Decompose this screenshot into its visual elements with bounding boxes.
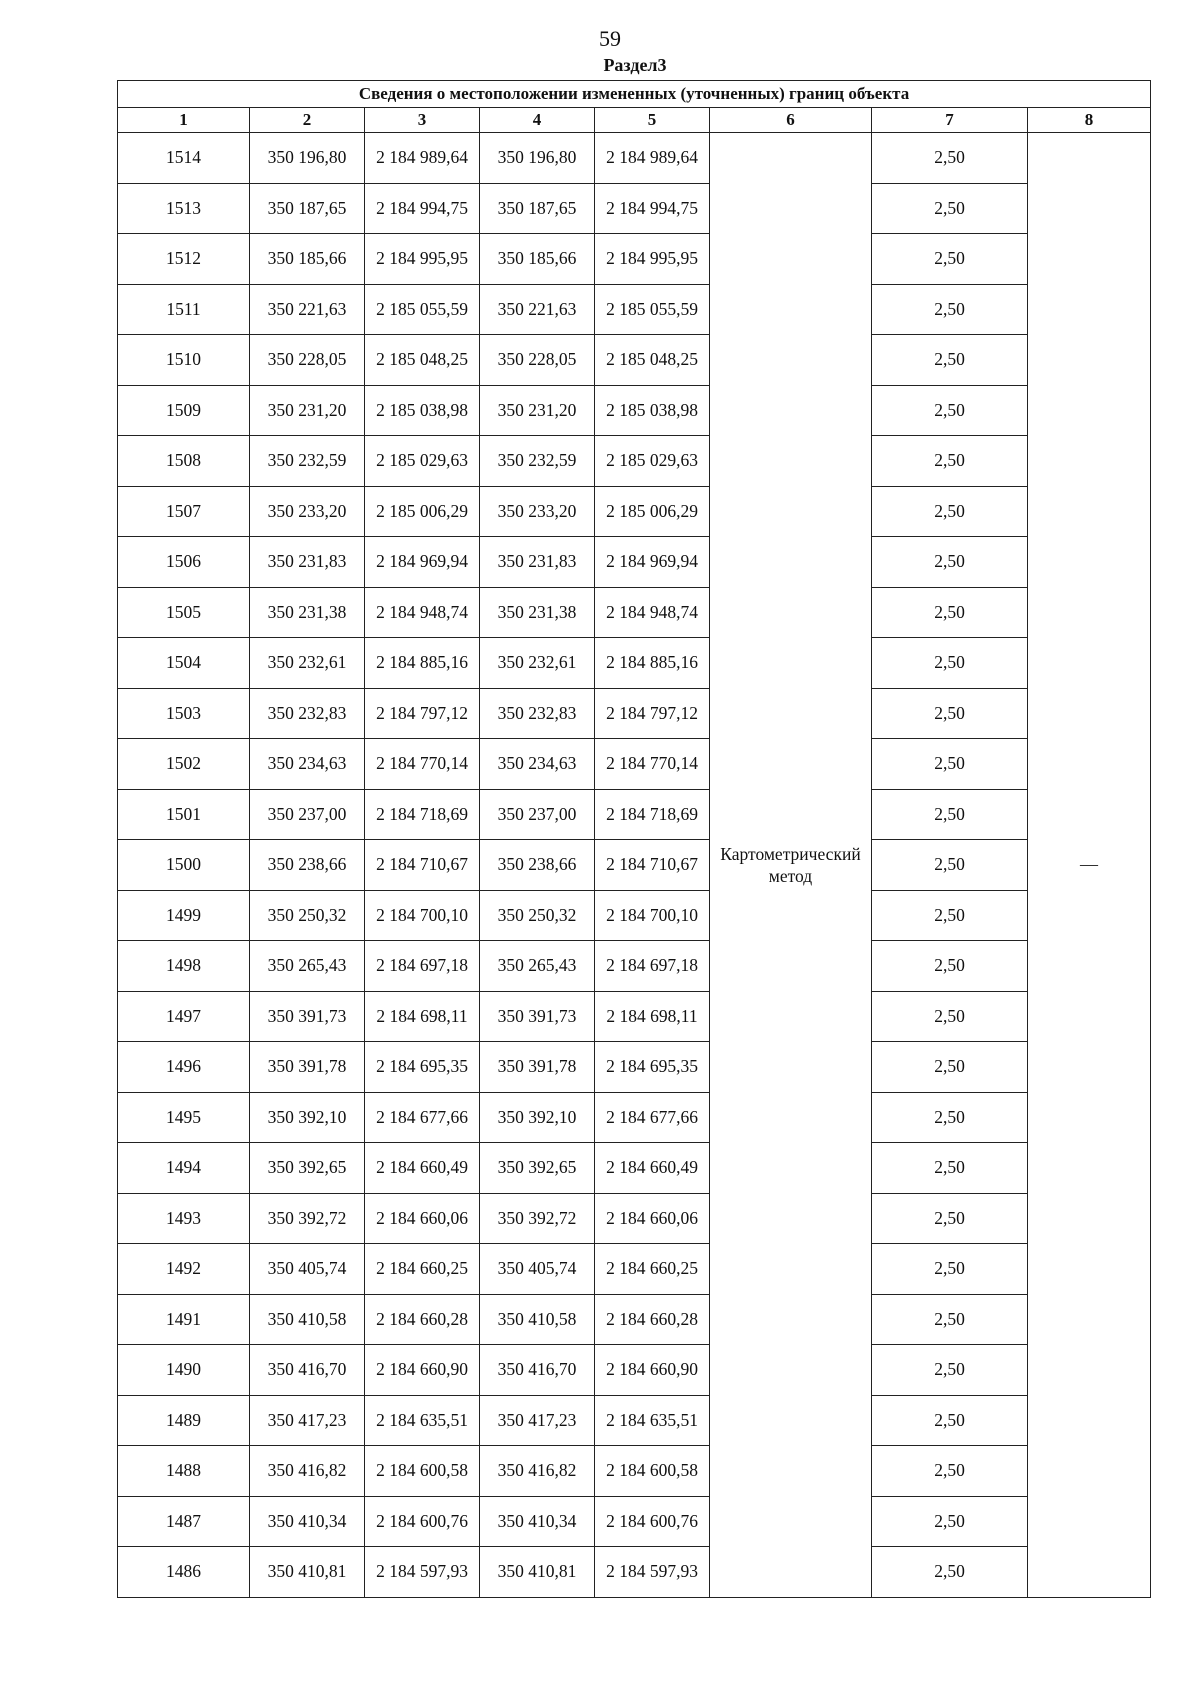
table-row: [118, 183, 1151, 234]
precision-cell: 2,50: [872, 1193, 1028, 1244]
existing-x-cell: 350 233,20: [250, 486, 365, 537]
precision-cell: 2,50: [872, 1244, 1028, 1295]
refined-x-cell: 350 234,63: [480, 739, 595, 790]
table-row: [118, 1345, 1151, 1396]
point-number-cell: 1507: [118, 486, 250, 537]
point-number-cell: 1508: [118, 436, 250, 487]
refined-y-cell: 2 185 048,25: [595, 335, 710, 386]
column-header-3: 3: [365, 108, 480, 133]
refined-x-cell: 350 416,82: [480, 1446, 595, 1497]
precision-cell: 2,50: [872, 1446, 1028, 1497]
existing-y-cell: 2 185 006,29: [365, 486, 480, 537]
existing-x-cell: 350 392,65: [250, 1143, 365, 1194]
existing-x-cell: 350 185,66: [250, 234, 365, 285]
point-number-cell: 1509: [118, 385, 250, 436]
refined-x-cell: 350 391,78: [480, 1042, 595, 1093]
table-row: [118, 234, 1151, 285]
column-header-5: 5: [595, 108, 710, 133]
precision-cell: 2,50: [872, 284, 1028, 335]
point-number-cell: 1512: [118, 234, 250, 285]
refined-y-cell: 2 184 770,14: [595, 739, 710, 790]
table-row: [118, 1244, 1151, 1295]
table-row: [118, 1547, 1151, 1598]
table-row: [118, 436, 1151, 487]
precision-cell: 2,50: [872, 739, 1028, 790]
existing-x-cell: 350 232,59: [250, 436, 365, 487]
existing-x-cell: 350 416,70: [250, 1345, 365, 1396]
existing-x-cell: 350 232,61: [250, 638, 365, 689]
existing-y-cell: 2 184 994,75: [365, 183, 480, 234]
column-header-row: [118, 108, 1151, 133]
table-row: [118, 739, 1151, 790]
refined-x-cell: 350 232,59: [480, 436, 595, 487]
table-row: [118, 1143, 1151, 1194]
table-row: [118, 385, 1151, 436]
point-number-cell: 1490: [118, 1345, 250, 1396]
column-header-7: 7: [872, 108, 1028, 133]
point-number-cell: 1491: [118, 1294, 250, 1345]
existing-x-cell: 350 238,66: [250, 840, 365, 891]
existing-y-cell: 2 185 038,98: [365, 385, 480, 436]
existing-y-cell: 2 184 995,95: [365, 234, 480, 285]
existing-x-cell: 350 410,81: [250, 1547, 365, 1598]
existing-y-cell: 2 184 695,35: [365, 1042, 480, 1093]
refined-y-cell: 2 184 660,06: [595, 1193, 710, 1244]
point-number-cell: 1492: [118, 1244, 250, 1295]
table-row: [118, 1092, 1151, 1143]
precision-cell: 2,50: [872, 486, 1028, 537]
existing-y-cell: 2 185 029,63: [365, 436, 480, 487]
table-row: [118, 486, 1151, 537]
point-number-cell: 1504: [118, 638, 250, 689]
precision-cell: 2,50: [872, 789, 1028, 840]
refined-x-cell: 350 391,73: [480, 991, 595, 1042]
point-number-cell: 1501: [118, 789, 250, 840]
existing-y-cell: 2 185 055,59: [365, 284, 480, 335]
refined-x-cell: 350 237,00: [480, 789, 595, 840]
existing-x-cell: 350 416,82: [250, 1446, 365, 1497]
table-row: [118, 1042, 1151, 1093]
section-title: Раздел3: [603, 55, 667, 75]
refined-x-cell: 350 231,38: [480, 587, 595, 638]
existing-x-cell: 350 392,10: [250, 1092, 365, 1143]
precision-cell: 2,50: [872, 436, 1028, 487]
refined-y-cell: 2 184 969,94: [595, 537, 710, 588]
precision-cell: 2,50: [872, 1496, 1028, 1547]
table-row: [118, 1395, 1151, 1446]
point-number-cell: 1494: [118, 1143, 250, 1194]
refined-y-cell: 2 184 797,12: [595, 688, 710, 739]
existing-y-cell: 2 184 635,51: [365, 1395, 480, 1446]
point-number-cell: 1488: [118, 1446, 250, 1497]
refined-x-cell: 350 392,65: [480, 1143, 595, 1194]
table-row: [118, 941, 1151, 992]
point-number-cell: 1497: [118, 991, 250, 1042]
point-number-cell: 1510: [118, 335, 250, 386]
existing-x-cell: 350 391,73: [250, 991, 365, 1042]
refined-y-cell: 2 184 948,74: [595, 587, 710, 638]
existing-x-cell: 350 417,23: [250, 1395, 365, 1446]
table-row: [118, 537, 1151, 588]
refined-y-cell: 2 184 994,75: [595, 183, 710, 234]
refined-y-cell: 2 184 718,69: [595, 789, 710, 840]
existing-y-cell: 2 184 797,12: [365, 688, 480, 739]
refined-y-cell: 2 185 029,63: [595, 436, 710, 487]
refined-y-cell: 2 184 677,66: [595, 1092, 710, 1143]
precision-cell: 2,50: [872, 1547, 1028, 1598]
existing-y-cell: 2 184 697,18: [365, 941, 480, 992]
refined-y-cell: 2 184 710,67: [595, 840, 710, 891]
existing-x-cell: 350 392,72: [250, 1193, 365, 1244]
precision-cell: 2,50: [872, 890, 1028, 941]
refined-x-cell: 350 265,43: [480, 941, 595, 992]
existing-x-cell: 350 265,43: [250, 941, 365, 992]
refined-x-cell: 350 231,20: [480, 385, 595, 436]
existing-y-cell: 2 184 885,16: [365, 638, 480, 689]
existing-y-cell: 2 185 048,25: [365, 335, 480, 386]
precision-cell: 2,50: [872, 183, 1028, 234]
refined-y-cell: 2 184 660,49: [595, 1143, 710, 1194]
refined-y-cell: 2 185 006,29: [595, 486, 710, 537]
precision-cell: 2,50: [872, 991, 1028, 1042]
page-number: 59: [599, 26, 621, 51]
point-number-cell: 1514: [118, 133, 250, 184]
refined-y-cell: 2 184 635,51: [595, 1395, 710, 1446]
refined-y-cell: 2 184 989,64: [595, 133, 710, 184]
refined-x-cell: 350 405,74: [480, 1244, 595, 1295]
existing-y-cell: 2 184 660,28: [365, 1294, 480, 1345]
refined-y-cell: 2 185 038,98: [595, 385, 710, 436]
precision-cell: 2,50: [872, 133, 1028, 184]
existing-y-cell: 2 184 948,74: [365, 587, 480, 638]
precision-cell: 2,50: [872, 1395, 1028, 1446]
existing-x-cell: 350 231,38: [250, 587, 365, 638]
refined-y-cell: 2 184 695,35: [595, 1042, 710, 1093]
table-row: [118, 284, 1151, 335]
refined-y-cell: 2 184 600,58: [595, 1446, 710, 1497]
refined-x-cell: 350 196,80: [480, 133, 595, 184]
point-number-cell: 1500: [118, 840, 250, 891]
refined-x-cell: 350 417,23: [480, 1395, 595, 1446]
refined-x-cell: 350 410,81: [480, 1547, 595, 1598]
column-8-cell: —: [1028, 133, 1151, 1598]
table-row: [118, 840, 1151, 891]
table-row: [118, 133, 1151, 184]
table-row: [118, 638, 1151, 689]
refined-y-cell: 2 184 660,28: [595, 1294, 710, 1345]
precision-cell: 2,50: [872, 234, 1028, 285]
existing-x-cell: 350 196,80: [250, 133, 365, 184]
column-header-1: 1: [118, 108, 250, 133]
refined-y-cell: 2 184 660,25: [595, 1244, 710, 1295]
boundary-coordinates-table: [117, 80, 1151, 1598]
refined-x-cell: 350 232,83: [480, 688, 595, 739]
refined-x-cell: 350 232,61: [480, 638, 595, 689]
existing-y-cell: 2 184 660,90: [365, 1345, 480, 1396]
refined-x-cell: 350 392,10: [480, 1092, 595, 1143]
refined-x-cell: 350 250,32: [480, 890, 595, 941]
precision-cell: 2,50: [872, 335, 1028, 386]
column-header-6: 6: [710, 108, 872, 133]
existing-x-cell: 350 237,00: [250, 789, 365, 840]
point-number-cell: 1505: [118, 587, 250, 638]
refined-y-cell: 2 184 597,93: [595, 1547, 710, 1598]
refined-y-cell: 2 184 600,76: [595, 1496, 710, 1547]
existing-y-cell: 2 184 710,67: [365, 840, 480, 891]
existing-y-cell: 2 184 770,14: [365, 739, 480, 790]
refined-x-cell: 350 392,72: [480, 1193, 595, 1244]
refined-x-cell: 350 410,34: [480, 1496, 595, 1547]
precision-cell: 2,50: [872, 840, 1028, 891]
existing-x-cell: 350 232,83: [250, 688, 365, 739]
point-number-cell: 1495: [118, 1092, 250, 1143]
point-number-cell: 1511: [118, 284, 250, 335]
refined-y-cell: 2 184 697,18: [595, 941, 710, 992]
existing-y-cell: 2 184 718,69: [365, 789, 480, 840]
refined-x-cell: 350 231,83: [480, 537, 595, 588]
existing-x-cell: 350 410,58: [250, 1294, 365, 1345]
existing-y-cell: 2 184 969,94: [365, 537, 480, 588]
point-number-cell: 1502: [118, 739, 250, 790]
point-number-cell: 1499: [118, 890, 250, 941]
precision-cell: 2,50: [872, 1345, 1028, 1396]
existing-x-cell: 350 228,05: [250, 335, 365, 386]
precision-cell: 2,50: [872, 941, 1028, 992]
point-number-cell: 1493: [118, 1193, 250, 1244]
refined-x-cell: 350 185,66: [480, 234, 595, 285]
point-number-cell: 1496: [118, 1042, 250, 1093]
refined-y-cell: 2 184 700,10: [595, 890, 710, 941]
table-row: [118, 789, 1151, 840]
existing-y-cell: 2 184 660,25: [365, 1244, 480, 1295]
table-row: [118, 688, 1151, 739]
method-cell: Картометрический метод: [710, 133, 872, 1598]
table-row: [118, 991, 1151, 1042]
refined-x-cell: 350 187,65: [480, 183, 595, 234]
existing-x-cell: 350 234,63: [250, 739, 365, 790]
existing-x-cell: 350 221,63: [250, 284, 365, 335]
refined-y-cell: 2 185 055,59: [595, 284, 710, 335]
point-number-cell: 1489: [118, 1395, 250, 1446]
existing-y-cell: 2 184 677,66: [365, 1092, 480, 1143]
table-row: [118, 890, 1151, 941]
existing-y-cell: 2 184 600,58: [365, 1446, 480, 1497]
table-row: [118, 1294, 1151, 1345]
precision-cell: 2,50: [872, 688, 1028, 739]
table-title: Сведения о местоположении измененных (уточненных) границ объекта: [118, 81, 1151, 108]
point-number-cell: 1513: [118, 183, 250, 234]
refined-y-cell: 2 184 660,90: [595, 1345, 710, 1396]
refined-y-cell: 2 184 885,16: [595, 638, 710, 689]
existing-y-cell: 2 184 700,10: [365, 890, 480, 941]
existing-x-cell: 350 231,83: [250, 537, 365, 588]
refined-y-cell: 2 184 698,11: [595, 991, 710, 1042]
refined-x-cell: 350 221,63: [480, 284, 595, 335]
column-header-8: 8: [1028, 108, 1151, 133]
precision-cell: 2,50: [872, 587, 1028, 638]
point-number-cell: 1503: [118, 688, 250, 739]
refined-x-cell: 350 416,70: [480, 1345, 595, 1396]
point-number-cell: 1486: [118, 1547, 250, 1598]
table-row: [118, 335, 1151, 386]
precision-cell: 2,50: [872, 537, 1028, 588]
table-row: [118, 1193, 1151, 1244]
refined-y-cell: 2 184 995,95: [595, 234, 710, 285]
precision-cell: 2,50: [872, 1092, 1028, 1143]
table-row: [118, 1446, 1151, 1497]
refined-x-cell: 350 233,20: [480, 486, 595, 537]
existing-x-cell: 350 250,32: [250, 890, 365, 941]
existing-x-cell: 350 187,65: [250, 183, 365, 234]
table-row: [118, 587, 1151, 638]
column-header-4: 4: [480, 108, 595, 133]
table-row: [118, 1496, 1151, 1547]
column-header-2: 2: [250, 108, 365, 133]
point-number-cell: 1506: [118, 537, 250, 588]
precision-cell: 2,50: [872, 385, 1028, 436]
refined-x-cell: 350 410,58: [480, 1294, 595, 1345]
existing-y-cell: 2 184 660,49: [365, 1143, 480, 1194]
refined-x-cell: 350 228,05: [480, 335, 595, 386]
existing-x-cell: 350 410,34: [250, 1496, 365, 1547]
refined-x-cell: 350 238,66: [480, 840, 595, 891]
precision-cell: 2,50: [872, 1294, 1028, 1345]
existing-x-cell: 350 231,20: [250, 385, 365, 436]
existing-y-cell: 2 184 660,06: [365, 1193, 480, 1244]
table-title-row: [118, 81, 1151, 108]
point-number-cell: 1498: [118, 941, 250, 992]
precision-cell: 2,50: [872, 638, 1028, 689]
precision-cell: 2,50: [872, 1143, 1028, 1194]
existing-y-cell: 2 184 989,64: [365, 133, 480, 184]
point-number-cell: 1487: [118, 1496, 250, 1547]
existing-y-cell: 2 184 698,11: [365, 991, 480, 1042]
existing-y-cell: 2 184 600,76: [365, 1496, 480, 1547]
existing-x-cell: 350 405,74: [250, 1244, 365, 1295]
precision-cell: 2,50: [872, 1042, 1028, 1093]
table-body: [118, 81, 1151, 1598]
existing-y-cell: 2 184 597,93: [365, 1547, 480, 1598]
existing-x-cell: 350 391,78: [250, 1042, 365, 1093]
